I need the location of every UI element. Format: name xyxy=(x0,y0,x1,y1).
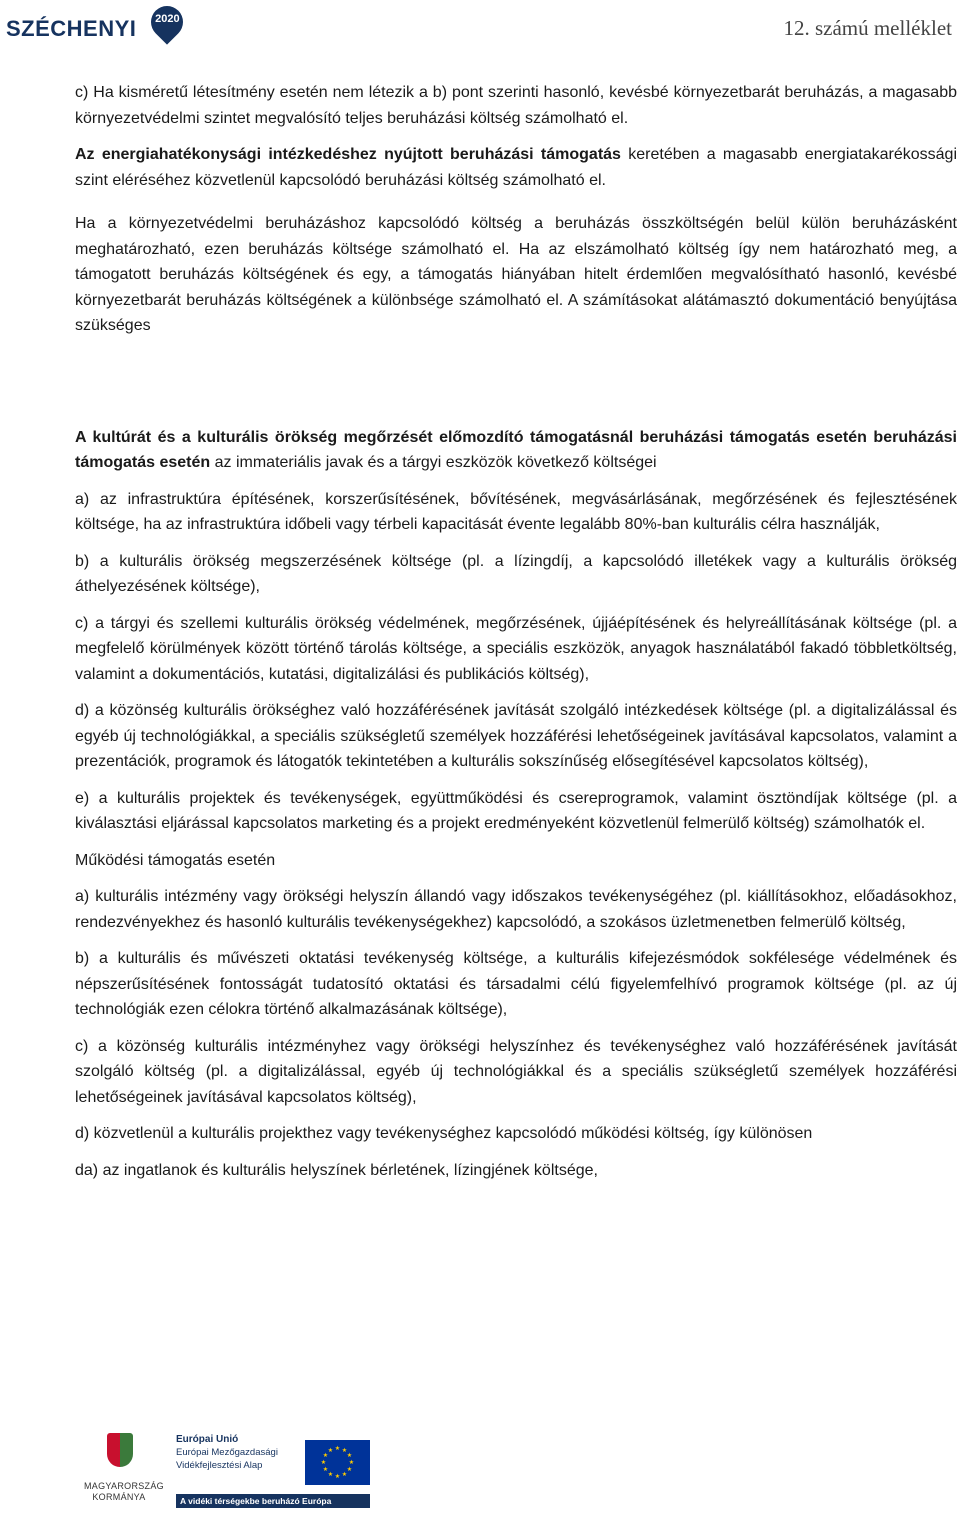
eu-slogan-banner: A vidéki térségekbe beruházó Európa xyxy=(176,1494,370,1508)
svg-text:★: ★ xyxy=(327,1447,334,1454)
szechenyi-2020-logo xyxy=(6,4,192,54)
logo-text: SZÉCHENYI xyxy=(6,16,137,41)
operating-item-da: da) az ingatlanok és kulturális helyszínek bérletének, lízingjének költsége, xyxy=(75,1161,598,1179)
operating-item-b: b) a kulturális és művészeti oktatási tevékenység költsége, a kulturális kifejezésmódok sokfélesége védelmének és népszerűsítésének fontosságát tudatosító oktatási és társadalmi célú figyelemfelhívó programok költsége (pl. az új technológiák ezen célokra történő alkalmazásának költsége), xyxy=(75,950,957,1018)
culture-text: az immateriális javak és a tárgyi eszközök következő költségei xyxy=(210,454,657,471)
eu-fund-line2: Vidékfejlesztési Alap xyxy=(176,1460,263,1471)
svg-text:★: ★ xyxy=(322,1466,329,1473)
svg-text:★: ★ xyxy=(320,1459,327,1466)
energy-heading: Az energiahatékonysági intézkedéshez nyújtott beruházási támogatás xyxy=(75,146,621,163)
paragraph-culture xyxy=(75,425,957,476)
svg-text:★: ★ xyxy=(348,1459,355,1466)
hungary-government-logo xyxy=(84,1431,164,1509)
svg-text:★: ★ xyxy=(334,1445,341,1452)
annex-label: 12. számú melléklet xyxy=(783,16,952,40)
svg-text:★: ★ xyxy=(334,1473,341,1480)
operating-item-d: d) közvetlenül a kulturális projekthez vagy tevékenységhez kapcsolódó működési költség, így különösen xyxy=(75,1125,813,1142)
document-body xyxy=(75,80,957,1183)
svg-text:★: ★ xyxy=(341,1471,348,1478)
operating-aid-heading: Működési támogatás esetén xyxy=(75,851,276,869)
energy-text: keretében a magasabb energiatakarékossági szint eléréséhez közvetlenül kapcsolódó beruházási költség számolható el. xyxy=(75,146,958,189)
svg-text:★: ★ xyxy=(346,1452,353,1459)
paragraph-energy xyxy=(75,142,957,193)
list-item-b: b) a kulturális örökség megszerzésének költsége (pl. a lízingdíj, a kapcsolódó illetékek vagy a kulturális örökség áthelyezésének költsége), xyxy=(75,552,957,595)
page-footer xyxy=(0,1425,960,1513)
eu-title: Európai Unió xyxy=(176,1434,239,1445)
gov-name-line2: KORMÁNYA xyxy=(92,1492,146,1502)
eu-fund-line1: Európai Mezőgazdasági xyxy=(176,1447,278,1458)
operating-item-a: a) kulturális intézmény vagy örökségi helyszín állandó vagy időszakos tevékenységéhez (pl. kiállításokhoz, előadásokhoz, rendezvényekhez és hasonló kulturális tevékenységekhez) kapcsolódó, a szokásos üzletmenetben felmerülő költség, xyxy=(75,888,957,931)
paragraph-c: c) Ha kisméretű létesítmény esetén nem létezik a b) pont szerinti hasonló, kevésbé környezetbarát beruházás, a magasabb környezetvédelmi szintet megvalósító teljes beruházási költség számolható el. xyxy=(75,84,957,127)
gov-name-line1: MAGYARORSZÁG xyxy=(84,1481,164,1491)
svg-text:★: ★ xyxy=(322,1452,329,1459)
culture-heading: A kultúrát és a kulturális örökség megőrzését előmozdító támogatásnál beruházási támogatás esetén beruházási támogatás esetén xyxy=(75,428,957,471)
list-item-a: a) az infrastruktúra építésének, korszerűsítésének, bővítésének, megvásárlásának, megőrzésének és fejlesztésének költsége, ha az infrastruktúra időbeli vagy térbeli kapacitását évente legalább 80%-ban kulturális célra használják, xyxy=(75,490,957,533)
list-item-c: c) a tárgyi és szellemi kulturális örökség védelmének, megőrzésének, újjáépítésének és helyreállításának költsége (pl. a megfelelő körülmények között történő tárolás költsége, a speciális eszközök, anyagok használatából fakadó többletköltség, valamint a dokumentációs, kutatási, digitalizálási és publikációs költség), xyxy=(75,614,957,683)
list-item-d: d) a közönség kulturális örökséghez való hozzáférésének javítását szolgáló intézkedések költsége (pl. a digitalizálással és egyéb új technológiákkal, a speciális szükségletű személyek hozzáférési lehetőségeinek javításával kapcsolatos, valamint a prezentációk, programok és látogatók tekintetében a kulturális sokszínűség elősegítésével kapcsolatos költség), xyxy=(75,702,957,770)
location-pin-icon xyxy=(142,4,192,54)
svg-text:★: ★ xyxy=(327,1471,334,1478)
coat-of-arms-icon xyxy=(107,1433,133,1467)
list-item-e: e) a kulturális projektek és tevékenységek, együttműködési és csereprogramok, valamint ösztöndíjak költsége (pl. a kiválasztási eljárással kapcsolatos marketing és a projekt eredményeként közvetlenül felmerülő költség) számolhatók el. xyxy=(75,789,957,832)
svg-text:★: ★ xyxy=(341,1447,348,1454)
operating-item-c: c) a közönség kulturális intézményhez vagy örökségi helyszínhez és tevékenységhez való hozzáférésének javítását szolgáló költség (pl. a digitalizálással, egyéb új technológiákkal és a speciális szükségletű személyek hozzáférési lehetőségeinek javításával kapcsolatos költség), xyxy=(75,1037,957,1106)
eu-flag-icon xyxy=(305,1440,370,1485)
page-header xyxy=(0,0,960,60)
svg-text:★: ★ xyxy=(346,1466,353,1473)
paragraph-environment-cost: Ha a környezetvédelmi beruházáshoz kapcsolódó költség a beruházás összköltségén belül külön beruházásként meghatározható, ezen beruházás költsége számolható el. Ha az elszámolható költség így nem határozható meg, a támogatott beruházás költségének és egy, a támogatás hiányában hitelt érdemlően megvalósítható hasonló, kevésbé környezetbarát beruházás költségének a különbsége számolható el. A számításokat alátámasztó dokumentáció benyújtása szükséges xyxy=(75,215,957,334)
logo-year: 2020 xyxy=(155,13,180,25)
